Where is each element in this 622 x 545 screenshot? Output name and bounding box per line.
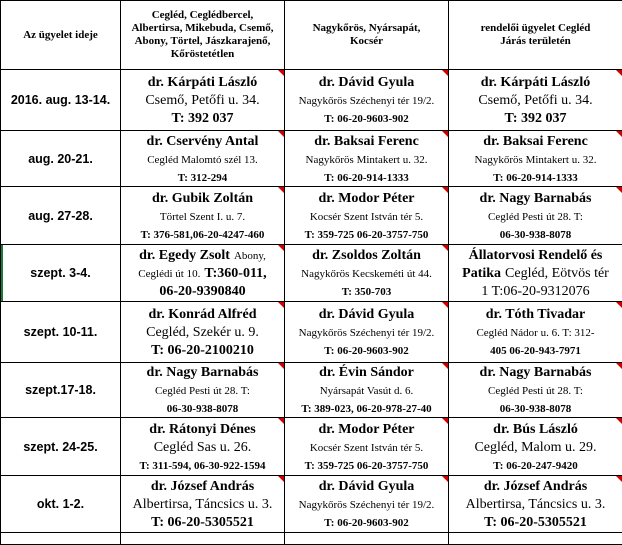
vet-address: Cegléd Pesti út 28. T: xyxy=(488,211,583,223)
vet-address: Ceglédi út 10. xyxy=(138,268,200,280)
vet-phone: T: 312-294 xyxy=(178,172,228,184)
vet-name: dr. Zsoldos Zoltán xyxy=(312,248,421,263)
comment-marker xyxy=(278,476,284,482)
vet-address: Nyársapát Vasút d. 6. xyxy=(320,385,414,397)
vet-phone: T: 389-023, 06-20-978-27-40 xyxy=(301,403,431,415)
comment-marker xyxy=(616,476,622,482)
vet-address: Cegléd Pesti út 28. T: xyxy=(488,385,583,397)
duty-date: aug. 20-21. xyxy=(1,131,121,187)
duty-date: aug. 27-28. xyxy=(1,187,121,245)
comment-marker xyxy=(278,70,284,76)
vet-phone: T: 06-20-914-1333 xyxy=(324,172,408,184)
vet-cell xyxy=(449,187,622,245)
vet-phone: T: 06-20-9603-902 xyxy=(324,345,408,357)
vet-name: dr. Dávid Gyula xyxy=(319,307,415,322)
vet-name: dr. Egedy Zsolt xyxy=(139,248,230,263)
vet-phone-part: T:360-011, xyxy=(204,266,266,281)
vet-cell xyxy=(285,187,449,245)
vet-phone: T: 359-725 06-20-3757-750 xyxy=(305,229,429,241)
duty-date: szept. 3-4. xyxy=(1,245,121,302)
vet-address-part: Abony, xyxy=(234,250,266,262)
empty-cell xyxy=(285,533,449,545)
vet-cell xyxy=(449,363,622,418)
vet-name: dr. József András xyxy=(151,479,254,494)
vet-address-part: Patika xyxy=(462,266,501,281)
vet-address: Nagykőrös Széchenyi tér 19/2. xyxy=(299,327,435,339)
vet-address: Nagykőrös Mintakert u. 32. xyxy=(306,154,428,166)
vet-cell xyxy=(121,418,285,476)
vet-address: Törtel Szent I. u. 7. xyxy=(160,211,245,223)
vet-address: Nagykőrös Széchenyi tér 19/2. xyxy=(299,95,435,107)
comment-marker xyxy=(442,245,448,251)
vet-address: Cegléd Pesti út 28. T: xyxy=(155,385,250,397)
vet-cell xyxy=(285,245,449,302)
vet-name: dr. Modor Péter xyxy=(318,422,414,437)
vet-name: dr. Bús László xyxy=(493,422,578,437)
comment-marker xyxy=(616,70,622,76)
vet-cell xyxy=(121,70,285,131)
vet-phone: T: 06-20-247-9420 xyxy=(493,460,577,472)
vet-name: dr. Cservény Antal xyxy=(147,134,259,149)
vet-address: Csemő, Petőfi u. 34. xyxy=(145,93,259,108)
vet-cell xyxy=(285,131,449,187)
header-date: Az ügyelet ideje xyxy=(1,1,121,70)
schedule-row xyxy=(1,70,622,131)
schedule-row xyxy=(1,363,622,418)
vet-phone: T: 311-594, 06-30-922-1594 xyxy=(140,460,266,472)
vet-cell xyxy=(121,476,285,533)
schedule-row xyxy=(1,418,622,476)
vet-phone: 1 T:06-20-9312076 xyxy=(481,284,589,299)
vet-name: dr. Rátonyi Dénes xyxy=(149,422,255,437)
vet-address: Cegléd Malomtó szél 13. xyxy=(147,154,258,166)
vet-name: dr. Kárpáti László xyxy=(148,75,258,90)
vet-cell xyxy=(285,476,449,533)
vet-cell xyxy=(285,363,449,418)
schedule-row xyxy=(1,476,622,533)
vet-name: dr. Dávid Gyula xyxy=(319,479,415,494)
vet-address: Cegléd, Malom u. 29. xyxy=(474,440,596,455)
vet-cell xyxy=(449,476,622,533)
vet-cell xyxy=(121,245,285,302)
comment-marker xyxy=(278,187,284,193)
vet-phone: 06-30-938-8078 xyxy=(167,403,239,415)
comment-marker xyxy=(278,245,284,251)
vet-cell xyxy=(121,131,285,187)
duty-date: okt. 1-2. xyxy=(1,476,121,533)
vet-name: dr. Dávid Gyula xyxy=(319,75,415,90)
vet-name: dr. József András xyxy=(484,479,587,494)
vet-name: dr. Évin Sándor xyxy=(319,365,414,380)
empty-cell xyxy=(121,533,285,545)
vet-name: dr. Modor Péter xyxy=(318,191,414,206)
comment-marker xyxy=(278,302,284,308)
comment-marker xyxy=(442,131,448,137)
header-col1: Cegléd, Ceglédbercel, Albertirsa, Mikebuda, Csemő, Abony, Törtel, Jászkarajenő, Kőröstetétlen xyxy=(121,1,285,70)
vet-cell xyxy=(285,418,449,476)
comment-marker xyxy=(442,302,448,308)
vet-address: Nagykőrös Széchenyi tér 19/2. xyxy=(299,499,435,511)
vet-phone: T: 06-20-914-1333 xyxy=(493,172,577,184)
comment-marker xyxy=(278,418,284,424)
comment-marker xyxy=(278,131,284,137)
comment-marker xyxy=(442,70,448,76)
vet-cell xyxy=(121,187,285,245)
header-col2: Nagykőrös, Nyársapát, Kocsér xyxy=(285,1,449,70)
vet-address: Cegléd Sas u. 26. xyxy=(154,440,252,455)
comment-marker xyxy=(616,131,622,137)
vet-name: dr. Kárpáti László xyxy=(481,75,591,90)
schedule-row xyxy=(1,245,622,302)
vet-phone: T: 06-20-9603-902 xyxy=(324,517,408,529)
vet-phone: T: 376-581,06-20-4247-460 xyxy=(141,229,265,241)
comment-marker xyxy=(616,418,622,424)
header-col3: rendelői ügyelet Cegléd Járás területén xyxy=(449,1,622,70)
comment-marker xyxy=(442,476,448,482)
schedule-row xyxy=(1,187,622,245)
vet-address: Csemő, Petőfi u. 34. xyxy=(478,93,592,108)
comment-marker xyxy=(278,363,284,369)
vet-name: dr. Konrád Alfréd xyxy=(149,307,257,322)
vet-address: Albertirsa, Táncsics u. 3. xyxy=(133,497,273,512)
vet-cell xyxy=(449,245,622,302)
empty-cell xyxy=(1,533,121,545)
vet-cell xyxy=(285,302,449,363)
duty-date: szept. 24-25. xyxy=(1,418,121,476)
vet-phone: T: 06-20-5305521 xyxy=(484,515,587,530)
vet-address: Cegléd, Eötvös tér xyxy=(505,266,609,281)
vet-phone: T: 06-20-2100210 xyxy=(151,343,254,358)
vet-cell xyxy=(449,70,622,131)
schedule-row xyxy=(1,131,622,187)
comment-marker xyxy=(442,187,448,193)
vet-phone: T: 392 037 xyxy=(505,111,567,126)
vet-cell xyxy=(449,302,622,363)
vet-phone: 06-20-9390840 xyxy=(159,284,245,299)
schedule-row-partial xyxy=(1,533,622,545)
vet-address: Kocsér Szent István tér 5. xyxy=(310,442,423,454)
vet-phone: T: 06-20-9603-902 xyxy=(324,113,408,125)
vet-name: dr. Tóth Tivadar xyxy=(486,307,585,322)
comment-marker xyxy=(616,363,622,369)
vet-phone: T: 06-20-5305521 xyxy=(151,515,254,530)
vet-name: dr. Gubik Zoltán xyxy=(152,191,253,206)
vet-name: dr. Baksai Ferenc xyxy=(483,134,588,149)
schedule-row xyxy=(1,302,622,363)
vet-phone: 06-30-938-8078 xyxy=(500,403,572,415)
vet-name: dr. Nagy Barnabás xyxy=(480,191,592,206)
vet-phone: T: 392 037 xyxy=(172,111,234,126)
vet-name: Állatorvosi Rendelő és xyxy=(469,248,603,263)
duty-date: 2016. aug. 13-14. xyxy=(1,70,121,131)
comment-marker xyxy=(616,302,622,308)
vet-phone: T: 359-725 06-20-3757-750 xyxy=(305,460,429,472)
vet-name: dr. Nagy Barnabás xyxy=(480,365,592,380)
vet-cell xyxy=(121,302,285,363)
vet-cell xyxy=(449,131,622,187)
vet-name: dr. Nagy Barnabás xyxy=(147,365,259,380)
vet-phone: T: 350-703 xyxy=(342,286,392,298)
empty-cell xyxy=(449,533,622,545)
vet-address: Cegléd Nádor u. 6. T: 312- xyxy=(476,327,594,339)
comment-marker xyxy=(442,418,448,424)
vet-address: Cegléd, Szekér u. 9. xyxy=(146,325,259,340)
vet-name: dr. Baksai Ferenc xyxy=(314,134,419,149)
vet-address: Kocsér Szent István tér 5. xyxy=(310,211,423,223)
duty-date: szept. 10-11. xyxy=(1,302,121,363)
vet-address: Albertirsa, Táncsics u. 3. xyxy=(466,497,606,512)
vet-phone: 06-30-938-8078 xyxy=(500,229,572,241)
vet-cell xyxy=(121,363,285,418)
comment-marker xyxy=(616,187,622,193)
row-marker xyxy=(1,245,3,302)
duty-date: szept.17-18. xyxy=(1,363,121,418)
vet-phone: 405 06-20-943-7971 xyxy=(490,345,581,357)
vet-cell xyxy=(285,70,449,131)
vet-address: Nagykőrös Kecskeméti út 44. xyxy=(301,268,432,280)
vet-cell xyxy=(449,418,622,476)
vet-address: Nagykőrös Mintakert u. 32. xyxy=(475,154,597,166)
comment-marker xyxy=(442,363,448,369)
header-row xyxy=(1,1,622,70)
